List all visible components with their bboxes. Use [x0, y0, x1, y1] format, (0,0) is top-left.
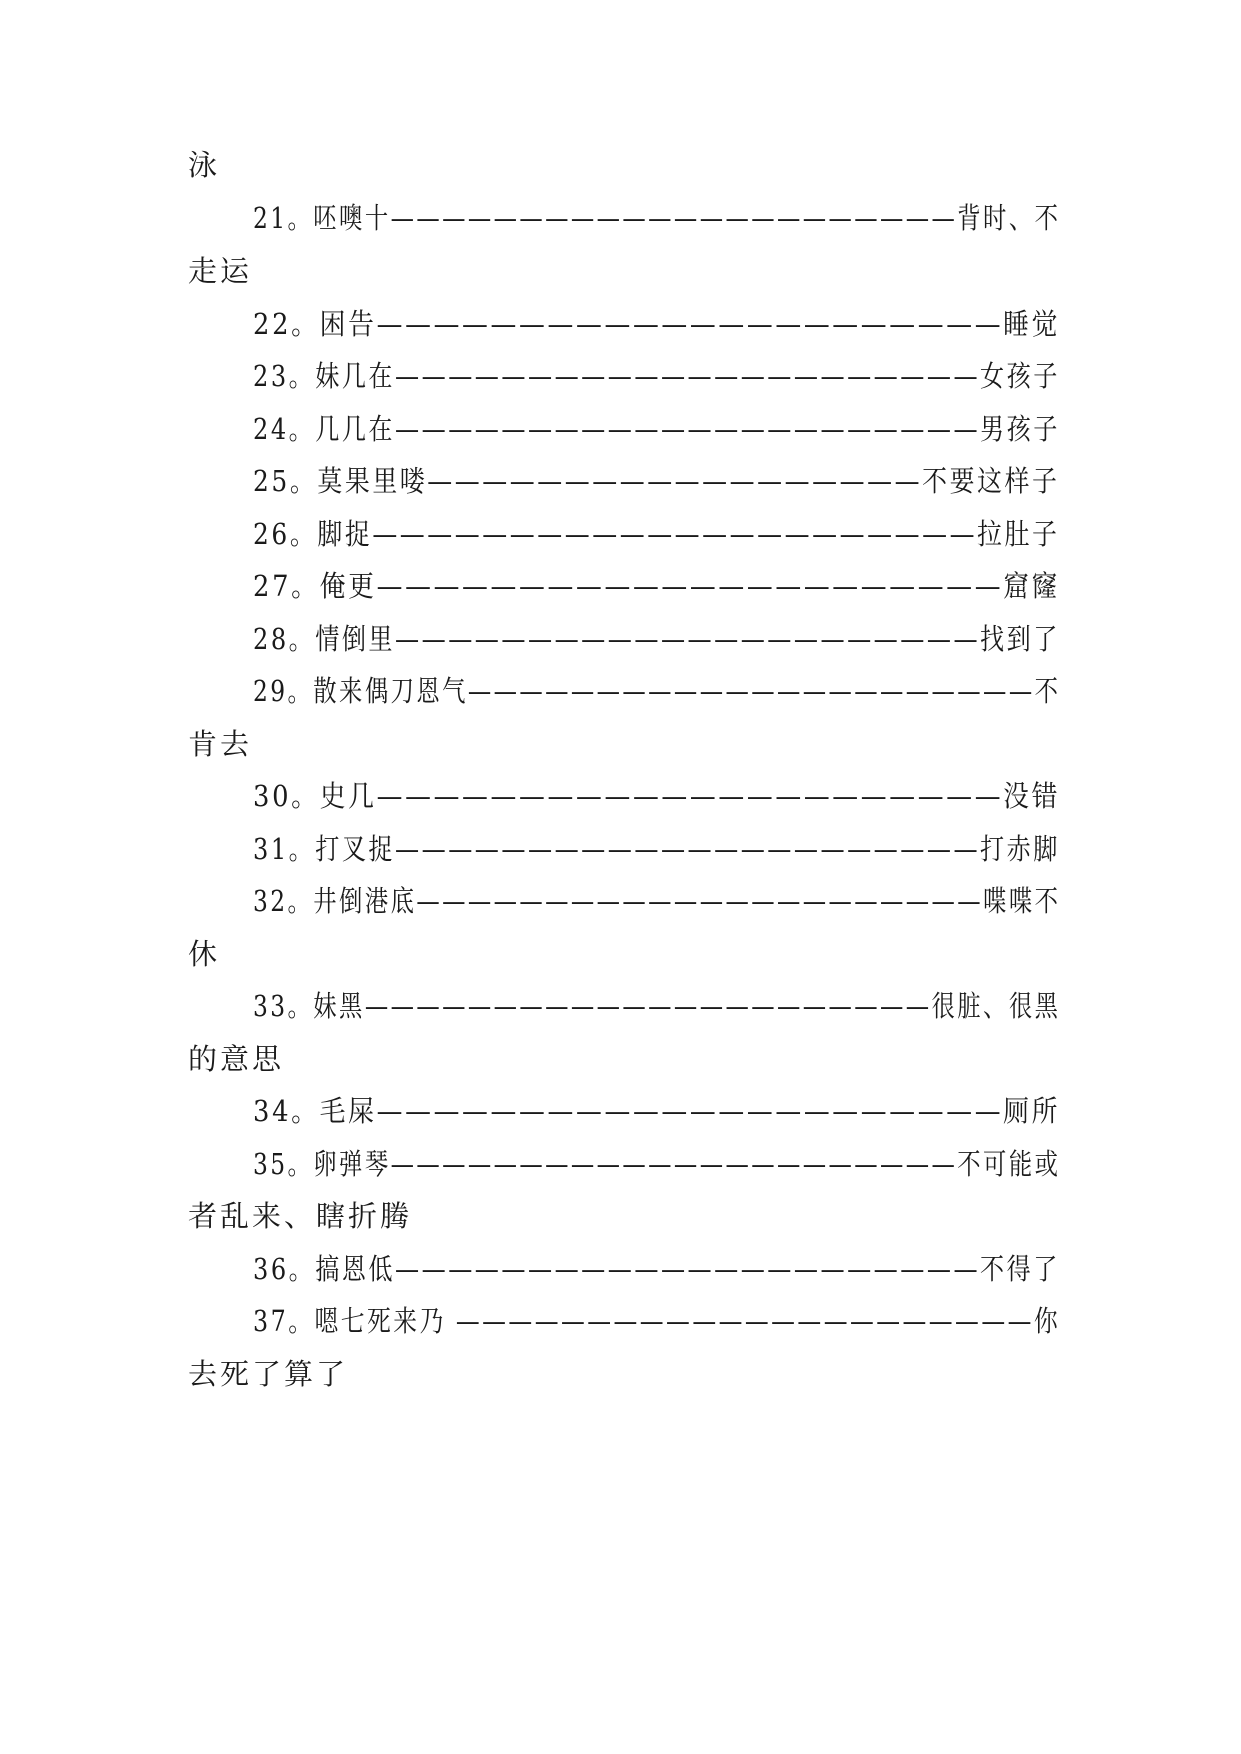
list-item: 34。毛屎——————————————————————厕所: [253, 1094, 1061, 1128]
list-item: 27。俺更——————————————————————窟窿: [253, 569, 1061, 603]
list-item: 23。妹几在——————————————————————女孩子: [253, 359, 1060, 393]
list-item: 29。散来偶刀恩气——————————————————————不: [253, 674, 1061, 708]
list-item: 35。卵弹琴——————————————————————不可能或: [253, 1147, 1061, 1181]
list-item: 28。情倒里——————————————————————找到了: [253, 622, 1060, 656]
list-item: 33。妹黑——————————————————————很脏、很黑: [253, 989, 1061, 1023]
text-line: 者乱来、瞎折腾: [188, 1199, 413, 1233]
text-line: 的意思: [188, 1042, 285, 1076]
list-item: 31。打叉捉——————————————————————打赤脚: [253, 832, 1060, 866]
list-item: 32。井倒港底——————————————————————喋喋不: [253, 884, 1061, 918]
list-item: 25。莫果里喽——————————————————不要这样子: [253, 464, 1060, 498]
text-line: 去死了算了: [188, 1357, 349, 1391]
list-item: 22。困告——————————————————————睡觉: [253, 307, 1061, 341]
list-item: 37。嗯七死来乃 ——————————————————————你: [253, 1304, 1061, 1338]
list-item: 24。几几在——————————————————————男孩子: [253, 412, 1060, 446]
text-line: 肯去: [188, 727, 253, 761]
list-item: 36。搞恩低——————————————————————不得了: [253, 1252, 1060, 1286]
text-line: 走运: [188, 254, 253, 288]
list-item: 30。史几——————————————————————没错: [253, 779, 1061, 813]
list-item: 21。呸噢十——————————————————————背时、不: [253, 201, 1061, 235]
list-item: 26。脚捉——————————————————————拉肚子: [253, 517, 1060, 551]
text-line: 泳: [188, 148, 221, 182]
text-line: 休: [188, 937, 221, 971]
